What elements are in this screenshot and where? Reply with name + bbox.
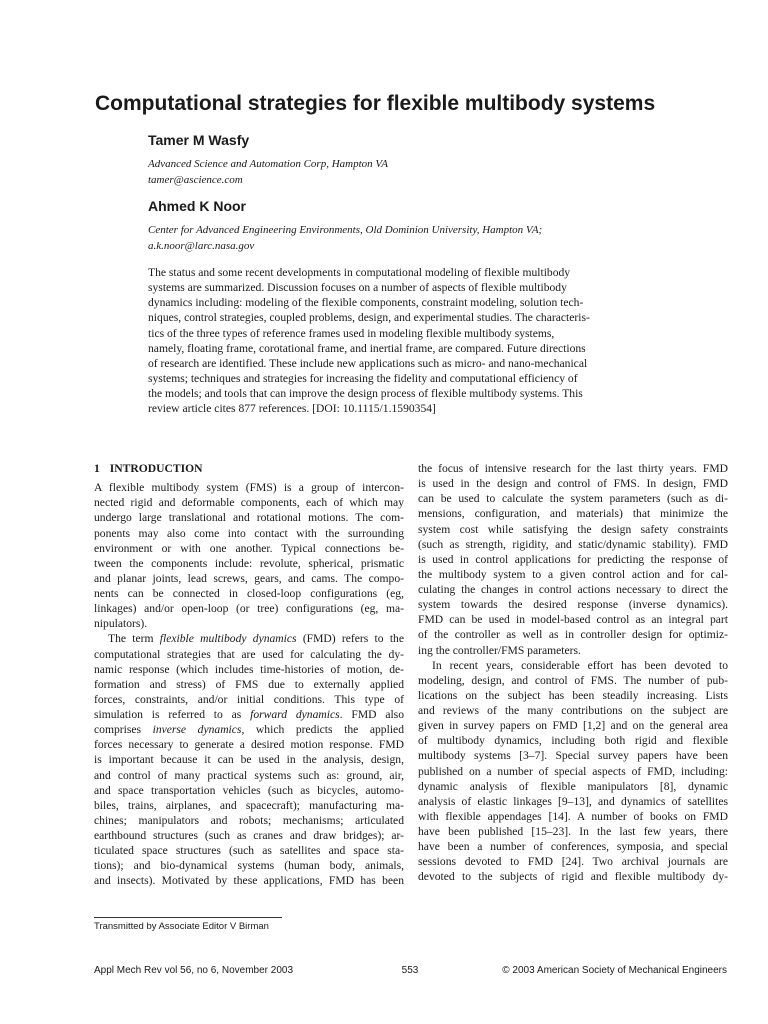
abstract-line: the models; and tools that can improve the design process of flexible multibody systems. This xyxy=(148,387,583,401)
abstract-line: systems are summarized. Discussion focuses on a number of aspects of flexible multibody xyxy=(148,281,567,295)
text-line: mensions, configuration, and materials) that minimize the xyxy=(418,507,728,521)
text-line: system cost while satisfying the design safety constraints xyxy=(418,522,728,536)
text-line: and planar joints, lead screws, gears, and cams. The compo- xyxy=(94,571,404,585)
text-line: ticulated space structures (such as satellites and space sta- xyxy=(94,844,404,858)
text-line: In recent years, considerable effort has been devoted to xyxy=(432,658,728,672)
text-line: earthbound structures (such as cranes and draw bridges); ar- xyxy=(94,829,404,842)
author-block-1 xyxy=(148,131,738,188)
text-line: undergo large translational and rotational motions. The com- xyxy=(94,511,404,525)
author-affiliation: Center for Advanced Engineering Environments, Old Dominion University, Hampton VA; xyxy=(148,224,543,236)
text-line: nents can be connected in closed-loop configurations (eg, xyxy=(94,587,404,600)
text-line: and control of many practical systems such as: ground, air, xyxy=(94,768,404,782)
journal-citation: Appl Mech Rev vol 56, no 6, November 2003 xyxy=(94,965,293,976)
text-line: computational strategies that are used for calculating the dy- xyxy=(94,647,404,661)
text-line: formation and stress) of FMS due to externally applied xyxy=(94,677,404,691)
text-line: chines; manipulators and robots; mechanisms; articulated xyxy=(94,813,404,827)
text-line: ponents may also come into contact with the surrounding xyxy=(94,526,404,540)
text-line: multibody systems [3–7]. Special survey papers have been xyxy=(418,749,728,763)
abstract-line: tics of the three types of reference frames used in modeling flexible multibody systems, xyxy=(148,326,555,340)
text-line: the multibody system to a given control action and for cal- xyxy=(418,567,728,581)
text-line: is used in the design and control of FMS. In design, FMD xyxy=(418,477,728,491)
abstract-line: of research are identified. These include new applications such as micro- and nano-mechanical xyxy=(148,356,588,370)
text-line: devoted to the subjects of rigid and flexible multibody dy- xyxy=(418,870,728,884)
abstract-line: niques, control strategies, coupled problems, design, and experimental studies. The characteris- xyxy=(148,311,590,325)
text-line: tions); and bio-dynamical systems (human body, animals, xyxy=(94,859,404,873)
text-line: The term flexible multibody dynamics (FMD) refers to the xyxy=(108,632,404,646)
text-line: linkages) and/or open-loop (or tree) configurations (eg, ma- xyxy=(94,602,404,616)
paragraph xyxy=(418,658,728,885)
abstract-line: systems; techniques and strategies for increasing the fidelity and computational efficiency of xyxy=(148,372,578,386)
text-line: (such as strength, rigidity, and static/dynamic stability). FMD xyxy=(418,537,728,551)
paper-title: Computational strategies for flexible multibody systems xyxy=(95,92,656,115)
left-column xyxy=(94,461,404,889)
text-line: and space transportation vehicles (such as bicycles, automo- xyxy=(94,783,404,797)
page-number: 553 xyxy=(401,965,419,976)
right-column xyxy=(418,461,728,885)
abstract-line: dynamics including: modeling of the flexible components, constraint modeling, solution tech- xyxy=(148,296,584,310)
author-email: tamer@ascience.com xyxy=(148,174,243,186)
emphasis: forward dynamics xyxy=(250,708,340,721)
author-email: a.k.noor@larc.nasa.gov xyxy=(148,240,255,252)
abstract-line: review article cites 877 references. [DOI: 10.1115/1.1590354] xyxy=(148,402,436,416)
author-affiliation: Advanced Science and Automation Corp, Hampton VA xyxy=(148,158,389,170)
footnote: Transmitted by Associate Editor V Birman xyxy=(94,921,269,932)
text-line: modeling, design, and control of FMS. The number of pub- xyxy=(418,673,728,687)
text-line: tween the components include: revolute, spherical, prismatic xyxy=(94,556,404,570)
paragraph xyxy=(94,631,404,888)
text-line: published on a number of special aspects of FMD, including: xyxy=(418,764,728,778)
author-name: Ahmed K Noor xyxy=(148,198,246,214)
section-number: 1 xyxy=(94,462,100,475)
footnote-divider xyxy=(94,917,282,918)
copyright-notice: © 2003 American Society of Mechanical Engineers xyxy=(502,965,727,976)
text-line: ing the controller/FMS parameters. xyxy=(418,643,581,657)
text-line: namic response (which includes time-histories of motion, de- xyxy=(94,662,404,676)
abstract-line: The status and some recent developments in computational modeling of flexible multibody xyxy=(148,266,571,279)
abstract xyxy=(148,265,638,417)
text-line: with flexible appendages [14]. A number of books on FMD xyxy=(418,809,728,823)
text-line: is important because it can be used in the analysis, design, xyxy=(94,753,404,767)
emphasis: flexible multibody dynamics xyxy=(159,632,297,646)
text-line: comprises inverse dynamics, which predicts the applied xyxy=(94,723,404,737)
text-line: forces necessary to generate a desired motion response. FMD xyxy=(94,738,404,752)
text-line: dynamic analysis of flexible manipulators [8], dynamic xyxy=(418,779,728,793)
text-line: have been a number of conferences, symposia, and special xyxy=(418,840,728,854)
author-block-2 xyxy=(148,197,738,254)
text-line: lications on the subject has been steadily increasing. Lists xyxy=(418,688,728,702)
text-line: of multibody dynamics, including both rigid and flexible xyxy=(418,734,728,748)
abstract-line: namely, floating frame, corotational frame, and inertial frame, are compared. Future directions xyxy=(148,341,586,355)
text-line: FMD can be used in model-based control as an integral part xyxy=(418,613,728,627)
text-line: analysis of elastic linkages [9–13], and dynamics of satellites xyxy=(418,794,728,808)
text-line: nected rigid and deformable components, each of which may xyxy=(94,496,404,510)
text-line: system towards the desired response (inverse dynamics). xyxy=(418,598,728,612)
text-line: can be used to calculate the system parameters (such as di- xyxy=(418,492,728,506)
paragraph xyxy=(418,461,728,658)
author-name: Tamer M Wasfy xyxy=(148,132,250,148)
paragraph xyxy=(94,480,404,631)
text-line: forces, constraints, and/or initial conditions. This type of xyxy=(94,692,404,706)
text-line: of the controller as well as in controller design for optimiz- xyxy=(418,628,728,642)
text-line: the focus of intensive research for the last thirty years. FMD xyxy=(418,462,728,475)
text-line: sessions devoted to FMD [24]. Two archival journals are xyxy=(418,855,728,869)
text-line: culating the changes in control actions necessary to direct the xyxy=(418,583,728,596)
text-line: simulation is referred to as forward dynamics. FMD also xyxy=(94,708,404,721)
text-line: and insects). Motivated by these applications, FMD has been xyxy=(94,874,404,888)
section-title: INTRODUCTION xyxy=(109,462,203,475)
text-line: is used in control applications for predicting the response of xyxy=(418,552,728,566)
text-line: have been published [15–23]. In the last few years, there xyxy=(418,825,728,838)
text-line: given in survey papers on FMD [1,2] and on the general area xyxy=(418,719,728,733)
text-line: A flexible multibody system (FMS) is a group of intercon- xyxy=(94,481,404,495)
text-line: environment or with one another. Typical connections be- xyxy=(94,541,404,555)
text-line: and reviews of the many contributions on the subject are xyxy=(418,704,728,717)
emphasis: inverse dynamics xyxy=(152,723,242,737)
section-heading xyxy=(94,461,404,476)
text-line: nipulators). xyxy=(94,617,148,631)
text-line: biles, trains, airplanes, and spacecraft); manufacturing ma- xyxy=(94,798,404,812)
